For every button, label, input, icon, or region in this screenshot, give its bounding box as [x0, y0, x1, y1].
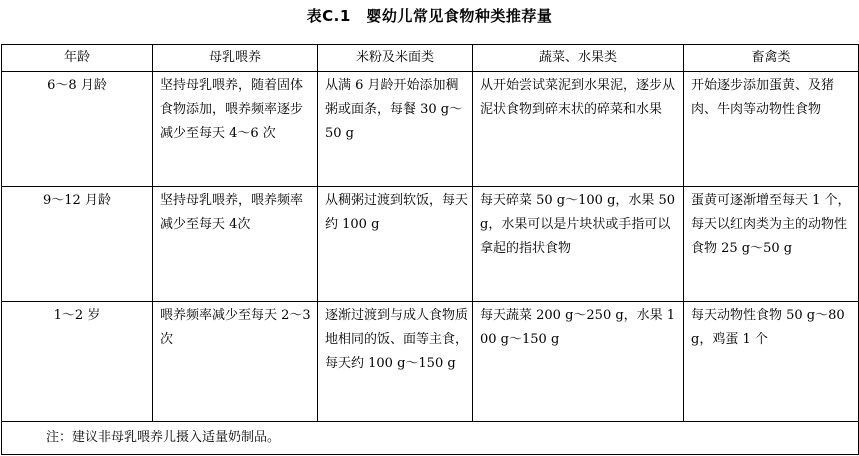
- cell-breastfeeding: 坚持母乳喂养，喂养频率减少至每天 4次: [153, 187, 318, 302]
- header-row: [2, 45, 859, 72]
- table-row: [2, 187, 859, 302]
- cell-vegetables-fruits: 从开始尝试菜泥到水果泥，逐步从泥状食物到碎末状的碎菜和水果: [473, 72, 684, 187]
- cell-meat: 开始逐步添加蛋黄、及猪肉、牛肉等动物性食物: [684, 72, 859, 187]
- cell-age: 1～2 岁: [2, 302, 153, 422]
- col-header-vegetables-fruits: 蔬菜、水果类: [473, 45, 684, 72]
- cell-rice: 从稠粥过渡到软饭，每天约 100 g: [318, 187, 473, 302]
- note-row: [2, 422, 859, 455]
- cell-breastfeeding: 坚持母乳喂养，随着固体食物添加，喂养频率逐步减少至每天 4～6 次: [153, 72, 318, 187]
- table-row: [2, 72, 859, 187]
- col-header-age: 年龄: [2, 45, 153, 72]
- table-row: [2, 302, 859, 422]
- cell-meat: 每天动物性食物 50 g～80 g，鸡蛋 1 个: [684, 302, 859, 422]
- col-header-meat: 畜禽类: [684, 45, 859, 72]
- cell-age: 9～12 月龄: [2, 187, 153, 302]
- col-header-rice: 米粉及米面类: [318, 45, 473, 72]
- table-title: 表C.1 婴幼儿常见食物种类推荐量: [306, 7, 553, 25]
- cell-rice: 从满 6 月龄开始添加稠粥或面条，每餐 30 g～50 g: [318, 72, 473, 187]
- cell-meat: 蛋黄可逐渐增至每天 1 个，每天以红肉类为主的动物性食物 25 g～50 g: [684, 187, 859, 302]
- cell-age: 6～8 月龄: [2, 72, 153, 187]
- table-note: 注：建议非母乳喂养儿摄入适量奶制品。: [2, 422, 859, 455]
- cell-vegetables-fruits: 每天蔬菜 200 g～250 g，水果 100 g～150 g: [473, 302, 684, 422]
- cell-breastfeeding: 喂养频率减少至每天 2～3 次: [153, 302, 318, 422]
- cell-rice: 逐渐过渡到与成人食物质地相同的饭、面等主食，每天约 100 g～150 g: [318, 302, 473, 422]
- food-recommendation-table: [1, 44, 859, 455]
- col-header-breastfeeding: 母乳喂养: [153, 45, 318, 72]
- cell-vegetables-fruits: 每天碎菜 50 g～100 g，水果 50g，水果可以是片块状或手指可以拿起的指状食物: [473, 187, 684, 302]
